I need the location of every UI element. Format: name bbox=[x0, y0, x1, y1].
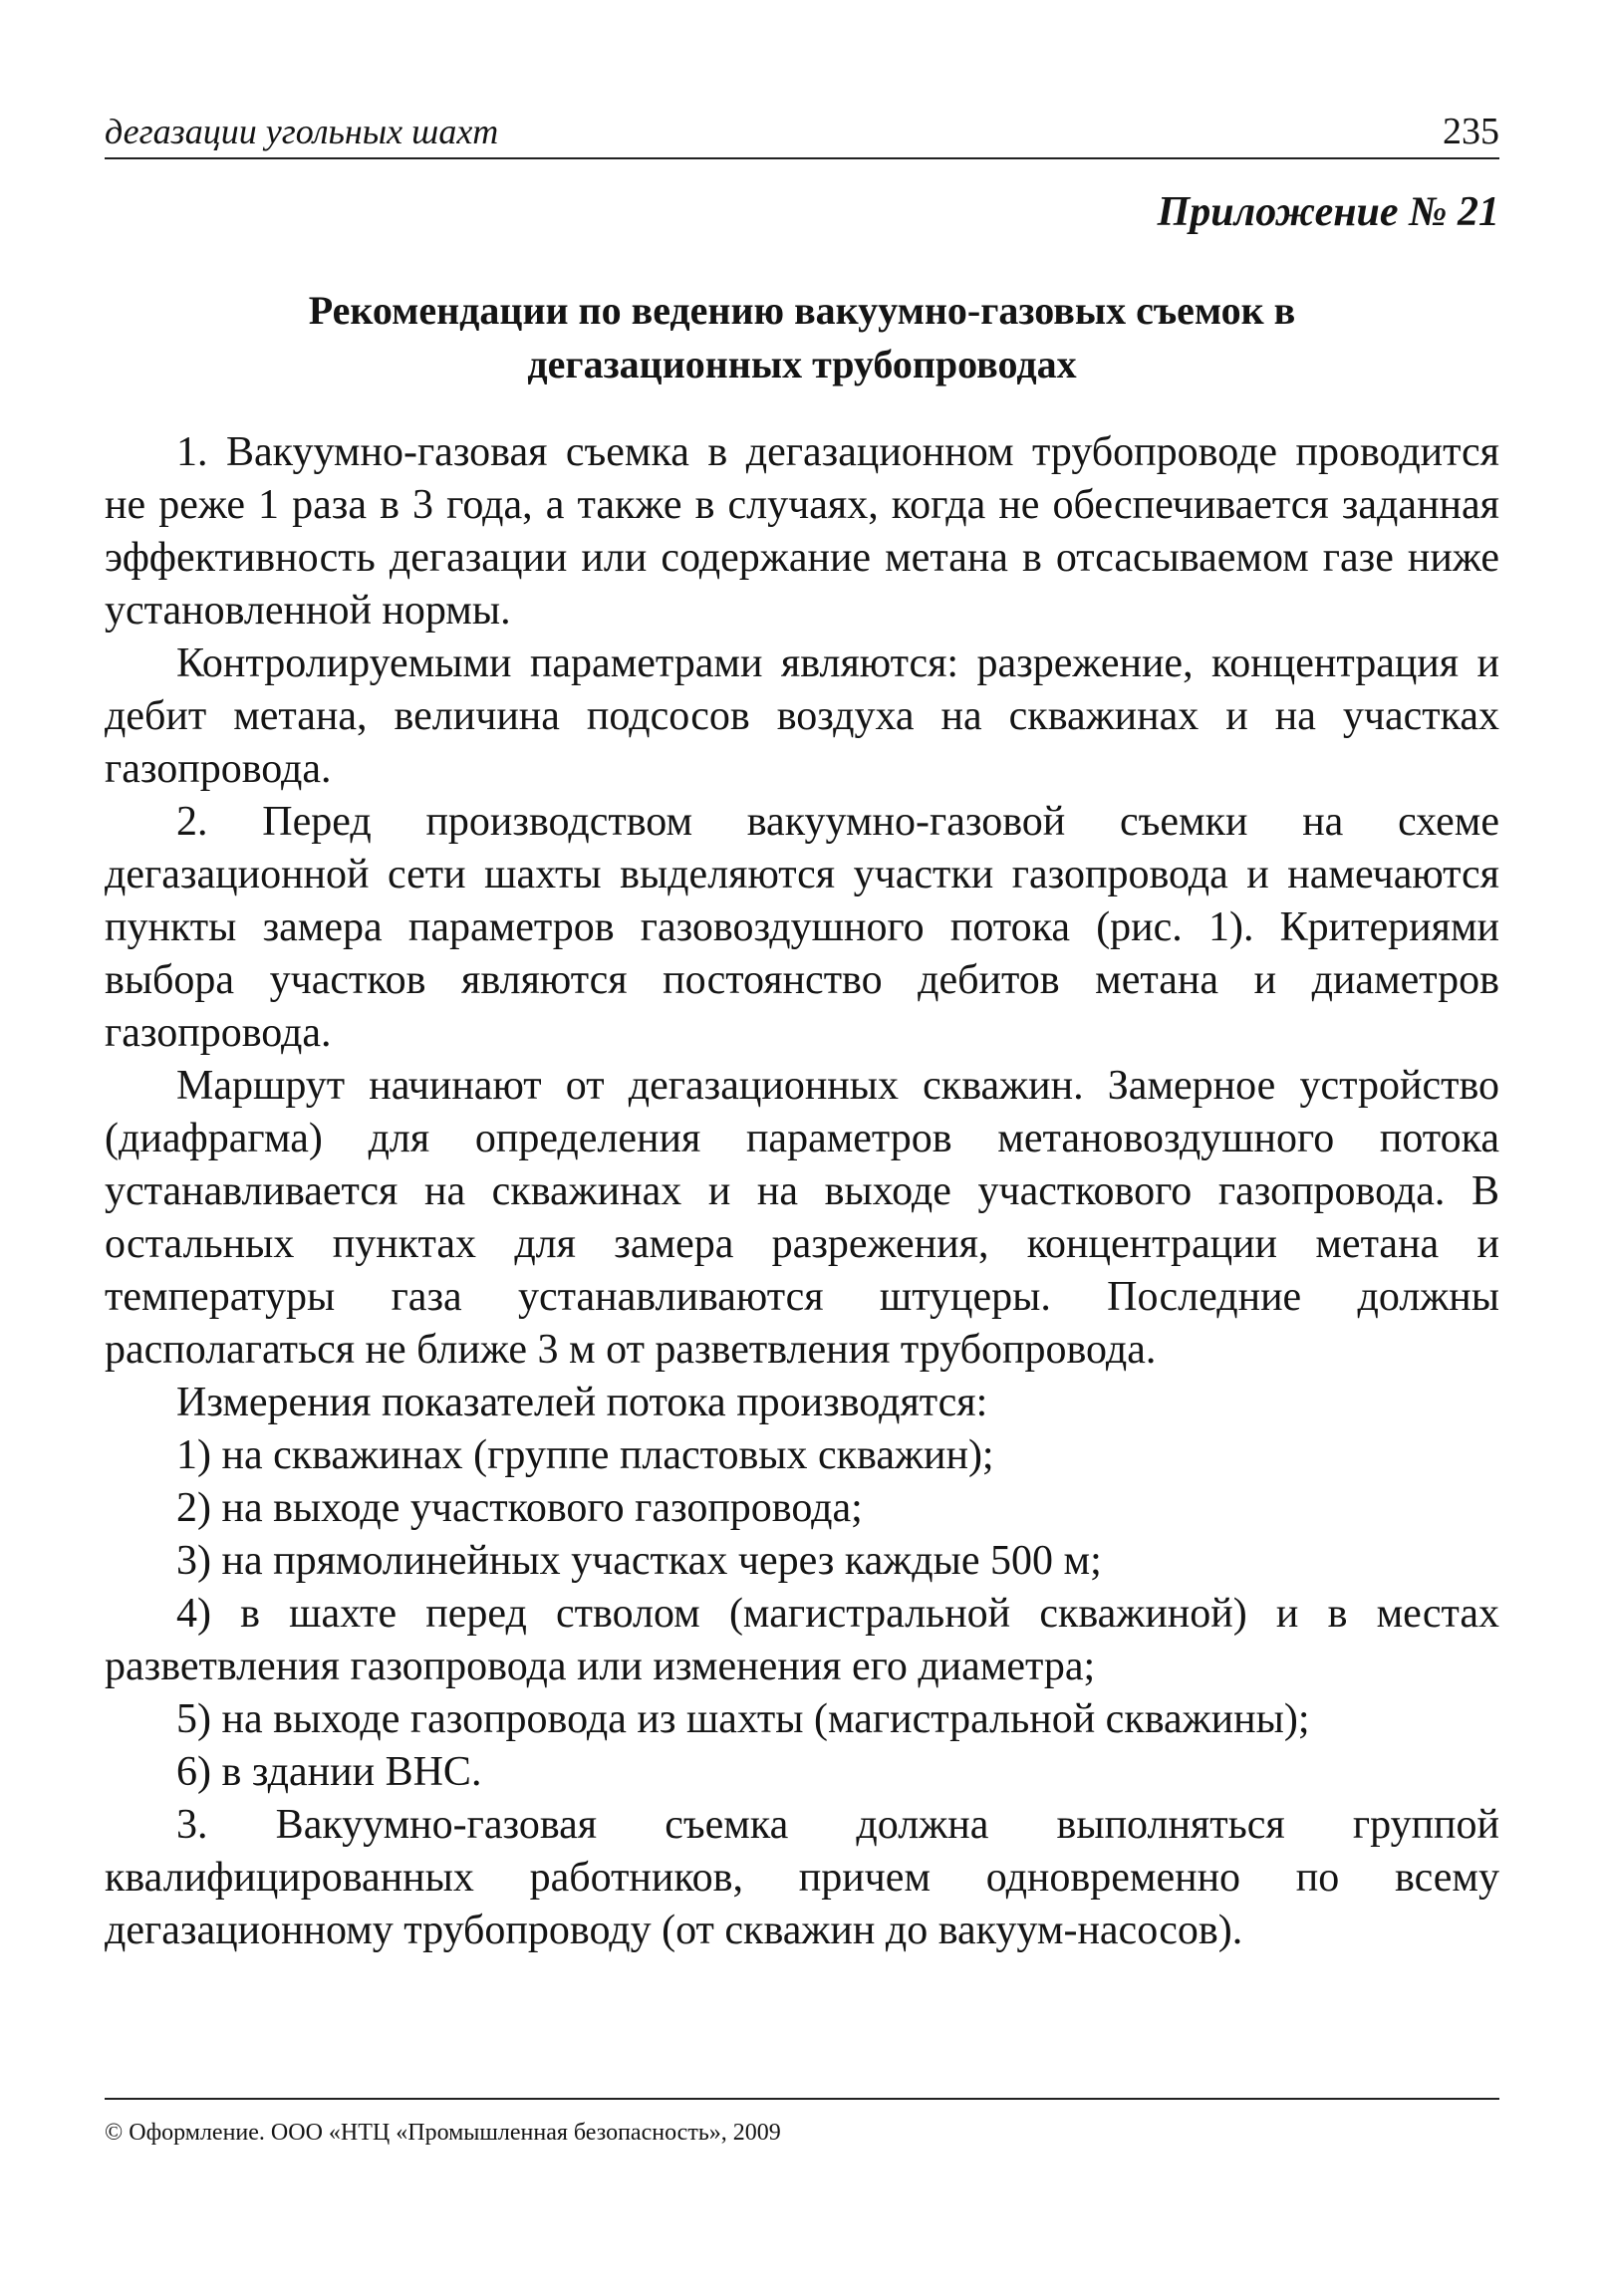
paragraph-2: Контролируемыми параметрами являются: разрежение, концентрация и дебит метана, величина подсосов воздуха на скважинах и на участках газопровода. bbox=[105, 640, 1499, 792]
list-item-4: 4) в шахте перед стволом (магистральной скважиной) и в местах разветвления газопровода или изменения его диаметра; bbox=[105, 1591, 1499, 1689]
footer-copyright: © Оформление. ООО «НТЦ «Промышленная безопасность», 2009 bbox=[105, 2120, 781, 2146]
section-title-line-1: Рекомендации по ведению вакуумно-газовых съемок в bbox=[308, 288, 1296, 333]
list-item-6: 6) в здании ВНС. bbox=[176, 1749, 482, 1795]
appendix-label: Приложение № 21 bbox=[1157, 189, 1499, 235]
running-title: дегазации угольных шахт bbox=[105, 112, 499, 151]
footer-divider bbox=[105, 2098, 1499, 2100]
list-item-1: 1) на скважинах (группе пластовых скважин); bbox=[176, 1432, 994, 1478]
paragraph-1: 1. Вакуумно-газовая съемка в дегазационном трубопроводе проводится не реже 1 раза в 3 года, а также в случаях, когда не обеспечивается заданная эффективность дегазации или содержание метана в отсасываемом газе ниже установленной нормы. bbox=[105, 429, 1499, 634]
running-header bbox=[105, 108, 1499, 159]
list-intro: Измерения показателей потока производятся: bbox=[176, 1380, 988, 1425]
page-number: 235 bbox=[1443, 111, 1499, 152]
section-title-line-2: дегазационных трубопроводах bbox=[527, 342, 1077, 386]
list-item-5: 5) на выходе газопровода из шахты (магистральной скважины); bbox=[176, 1696, 1310, 1742]
body-text bbox=[105, 426, 1499, 1957]
section-title bbox=[179, 284, 1425, 391]
paragraph-4: Маршрут начинают от дегазационных скважин. Замерное устройство (диафрагма) для определения параметров метановоздушного потока устанавливается на скважинах и на выходе участкового газопровода. В остальных пунктах для замера разрежения, концентрации метана и температуры газа устанавливаются штуцеры. Последние должны располагаться не ближе 3 м от разветвления трубопровода. bbox=[105, 1063, 1499, 1373]
list-item-2: 2) на выходе участкового газопровода; bbox=[176, 1485, 863, 1531]
list-item-3: 3) на прямолинейных участках через каждые 500 м; bbox=[176, 1538, 1102, 1584]
paragraph-3: 2. Перед производством вакуумно-газовой съемки на схеме дегазационной сети шахты выделяются участки газопровода и намечаются пункты замера параметров газовоздушного потока (рис. 1). Критериями выбора участков являются постоянство дебитов метана и диаметров газопровода. bbox=[105, 799, 1499, 1056]
paragraph-5: 3. Вакуумно-газовая съемка должна выполняться группой квалифицированных работников, причем одновременно по всему дегазационному трубопроводу (от скважин до вакуум-насосов). bbox=[105, 1802, 1499, 1953]
